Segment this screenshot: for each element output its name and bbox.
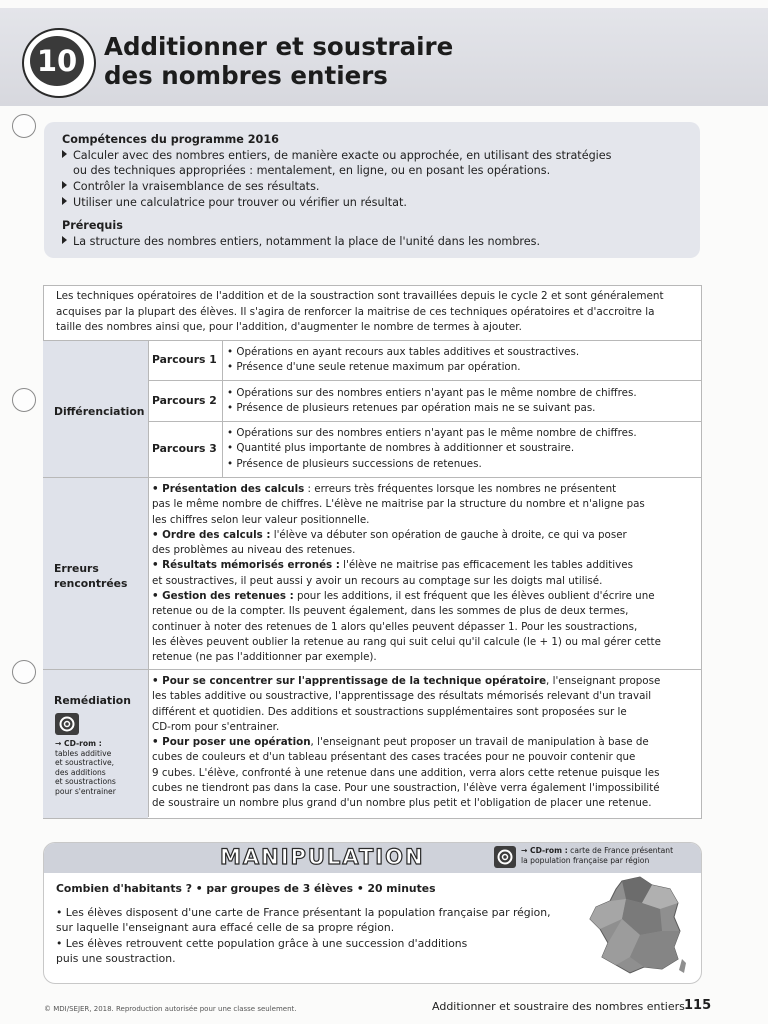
cdrom-note: → CD-rom : tables additive et soustractive, des additions et soustractions pour s'entrainer — [55, 739, 116, 796]
text-line: CD-rom pour s'entrainer. — [152, 720, 280, 733]
prerequis-title: Prérequis — [62, 219, 123, 232]
row-label-erreurs: Erreurs rencontrées — [43, 477, 148, 670]
table-divider — [43, 477, 701, 478]
text-line: • Pour poser une opération, l'enseignant peut proposer un travail de manipulation à base de — [152, 736, 649, 749]
text-line: • Résultats mémorisés erronés : l'élève ne maitrise pas efficacement les tables additives — [152, 559, 633, 572]
binder-hole-icon — [12, 388, 36, 412]
text-line: 9 cubes. L'élève, confronté à une retenue dans une addition, verra alors cette retenue puisque les — [152, 766, 660, 779]
text-line: • Ordre des calculs : l'élève va débuter son opération de gauche à droite, ce qui va poser — [152, 528, 627, 541]
competences-title: Compétences du programme 2016 — [62, 133, 279, 146]
cdrom-icon — [494, 846, 516, 868]
text-line: de soustraire un nombre plus grand d'un nombre plus petit et l'obligation de placer une retenue. — [152, 797, 652, 810]
manipulation-subtitle: Combien d'habitants ? • par groupes de 3 élèves • 20 minutes — [56, 882, 436, 895]
title-line-1: Additionner et soustraire — [104, 32, 454, 61]
chapter-number: 10 — [30, 36, 84, 86]
text-line: • Pour se concentrer sur l'apprentissage de la technique opératoire, l'enseignant propose — [152, 675, 661, 687]
title-line-2: des nombres entiers — [104, 61, 388, 90]
text-line: les élèves peuvent oublier la retenue au rang qui suit celui qu'il calcule (le + 1) ou mal gérer cette — [152, 635, 661, 648]
intro-paragraph — [56, 289, 696, 336]
text-line: des problèmes au niveau des retenues. — [152, 544, 356, 557]
intro-line: taille des nombres ainsi que, pour l'addition, d'augmenter le nombre de termes à ajouter. — [56, 321, 522, 334]
text-line: continuer à noter des retenues de 1 alors qu'elles peuvent dépasser 1. Pour les soustractions, — [152, 620, 638, 633]
manipulation-title: MANIPULATION — [220, 845, 425, 869]
competence-item: Calculer avec des nombres entiers, de manière exacte ou approchée, en utilisant des stratégies — [62, 149, 612, 162]
parcours-1-text: • Opérations en ayant recours aux tables additives et soustractives. • Présence d'une seule retenue maximum par opération. — [227, 346, 580, 374]
table-divider — [148, 421, 701, 422]
text-line: cubes de couleurs et d'un tableau présentant des cases tracées pour ne pouvoir contenir que — [152, 751, 636, 764]
intro-line: Les techniques opératoires de l'addition et de la soustraction sont travaillées depuis le cycle 2 et sont généralement — [56, 290, 664, 302]
table-divider — [148, 380, 701, 381]
bullet-icon — [62, 197, 67, 205]
table-divider — [43, 669, 701, 670]
text-line: les tables additive ou soustractive, l'apprentissage des résultats mémorisés relevant d'un travail — [152, 690, 652, 703]
table-divider — [148, 340, 149, 817]
text-line: différent et quotidien. Des additions et soustractions supplémentaires sont proposées sur le — [152, 705, 627, 718]
row-label-remediation: Remédiation — [43, 669, 148, 818]
manipulation-cdrom-note: → CD-rom : carte de France présentant la population française par région — [521, 846, 674, 865]
page-number: 115 — [684, 998, 712, 1013]
text-line: et soustractives, il peut aussi y avoir un recours au comptage sur les doigts mal utilisé. — [152, 574, 603, 587]
competence-item: Contrôler la vraisemblance de ses résultats. — [62, 180, 319, 193]
intro-line: acquises par la plupart des élèves. Il s'agira de renforcer la maitrise de ces techniques opératoires et d'accroitre la — [56, 305, 655, 318]
parcours-3-label: Parcours 3 — [152, 442, 217, 455]
text-line: retenue ou de la compter. Ils peuvent également, dans les sommes de plus de deux termes, — [152, 605, 629, 618]
table-divider — [222, 340, 223, 477]
competences-content — [44, 122, 700, 258]
footer-copyright: © MDI/SEJER, 2018. Reproduction autorisée pour une classe seulement. — [44, 1005, 297, 1013]
erreurs-text — [152, 482, 661, 666]
text-line: cubes ne tiendront pas dans la case. Pour une soustraction, l'élève verra également l'impossibilité — [152, 782, 660, 795]
page-title — [104, 32, 453, 90]
parcours-2-text: • Opérations sur des nombres entiers n'ayant pas le même nombre de chiffres. • Présence de plusieurs retenues par opération mais ne se suivant pas. — [227, 387, 637, 415]
footer-chapter: Additionner et soustraire des nombres entiers — [432, 1000, 685, 1013]
binder-hole-icon — [12, 114, 36, 138]
remediation-text — [152, 674, 660, 812]
text-line: • Gestion des retenues : pour les additions, il est fréquent que les élèves oublient d'écrire une — [152, 590, 655, 603]
table-divider — [43, 340, 701, 341]
parcours-3-text: • Opérations sur des nombres entiers n'ayant pas le même nombre de chiffres. • Quantité plus importante de nombres à additionner et soustraire. • Présence de plusieurs successions de retenues. — [227, 427, 637, 470]
text-line: les chiffres selon leur valeur positionnelle. — [152, 513, 370, 526]
chapter-badge — [22, 28, 96, 98]
france-map-icon — [582, 873, 692, 979]
competence-item-cont: ou des techniques appropriées : mentalement, en ligne, ou en posant les opérations. — [73, 164, 551, 177]
binder-hole-icon — [12, 660, 36, 684]
bullet-icon — [62, 181, 67, 189]
bullet-icon — [62, 236, 67, 244]
bullet-icon — [62, 150, 67, 158]
text-line: pas le même nombre de chiffres. L'élève ne maitrise par la structure du nombre et n'aligne pas — [152, 498, 645, 511]
row-label-differenciation: Différenciation — [43, 340, 148, 478]
cdrom-icon — [55, 713, 79, 735]
parcours-1-label: Parcours 1 — [152, 353, 217, 366]
manipulation-text: • Les élèves disposent d'une carte de France présentant la population française par région, sur laquelle l'enseignant aura effacé celle de sa propre région. • Les élèves retrouvent cette population grâce à une succession d'additions puis une soustraction. — [56, 906, 551, 965]
competence-item: Utiliser une calculatrice pour trouver ou vérifier un résultat. — [62, 196, 407, 209]
text-line: retenue (ne pas l'additionner par exemple). — [152, 651, 377, 664]
prerequis-item: La structure des nombres entiers, notamment la place de l'unité dans les nombres. — [62, 235, 540, 248]
text-line: • Présentation des calculs : erreurs très fréquentes lorsque les nombres ne présentent — [152, 483, 617, 495]
parcours-2-label: Parcours 2 — [152, 394, 217, 407]
